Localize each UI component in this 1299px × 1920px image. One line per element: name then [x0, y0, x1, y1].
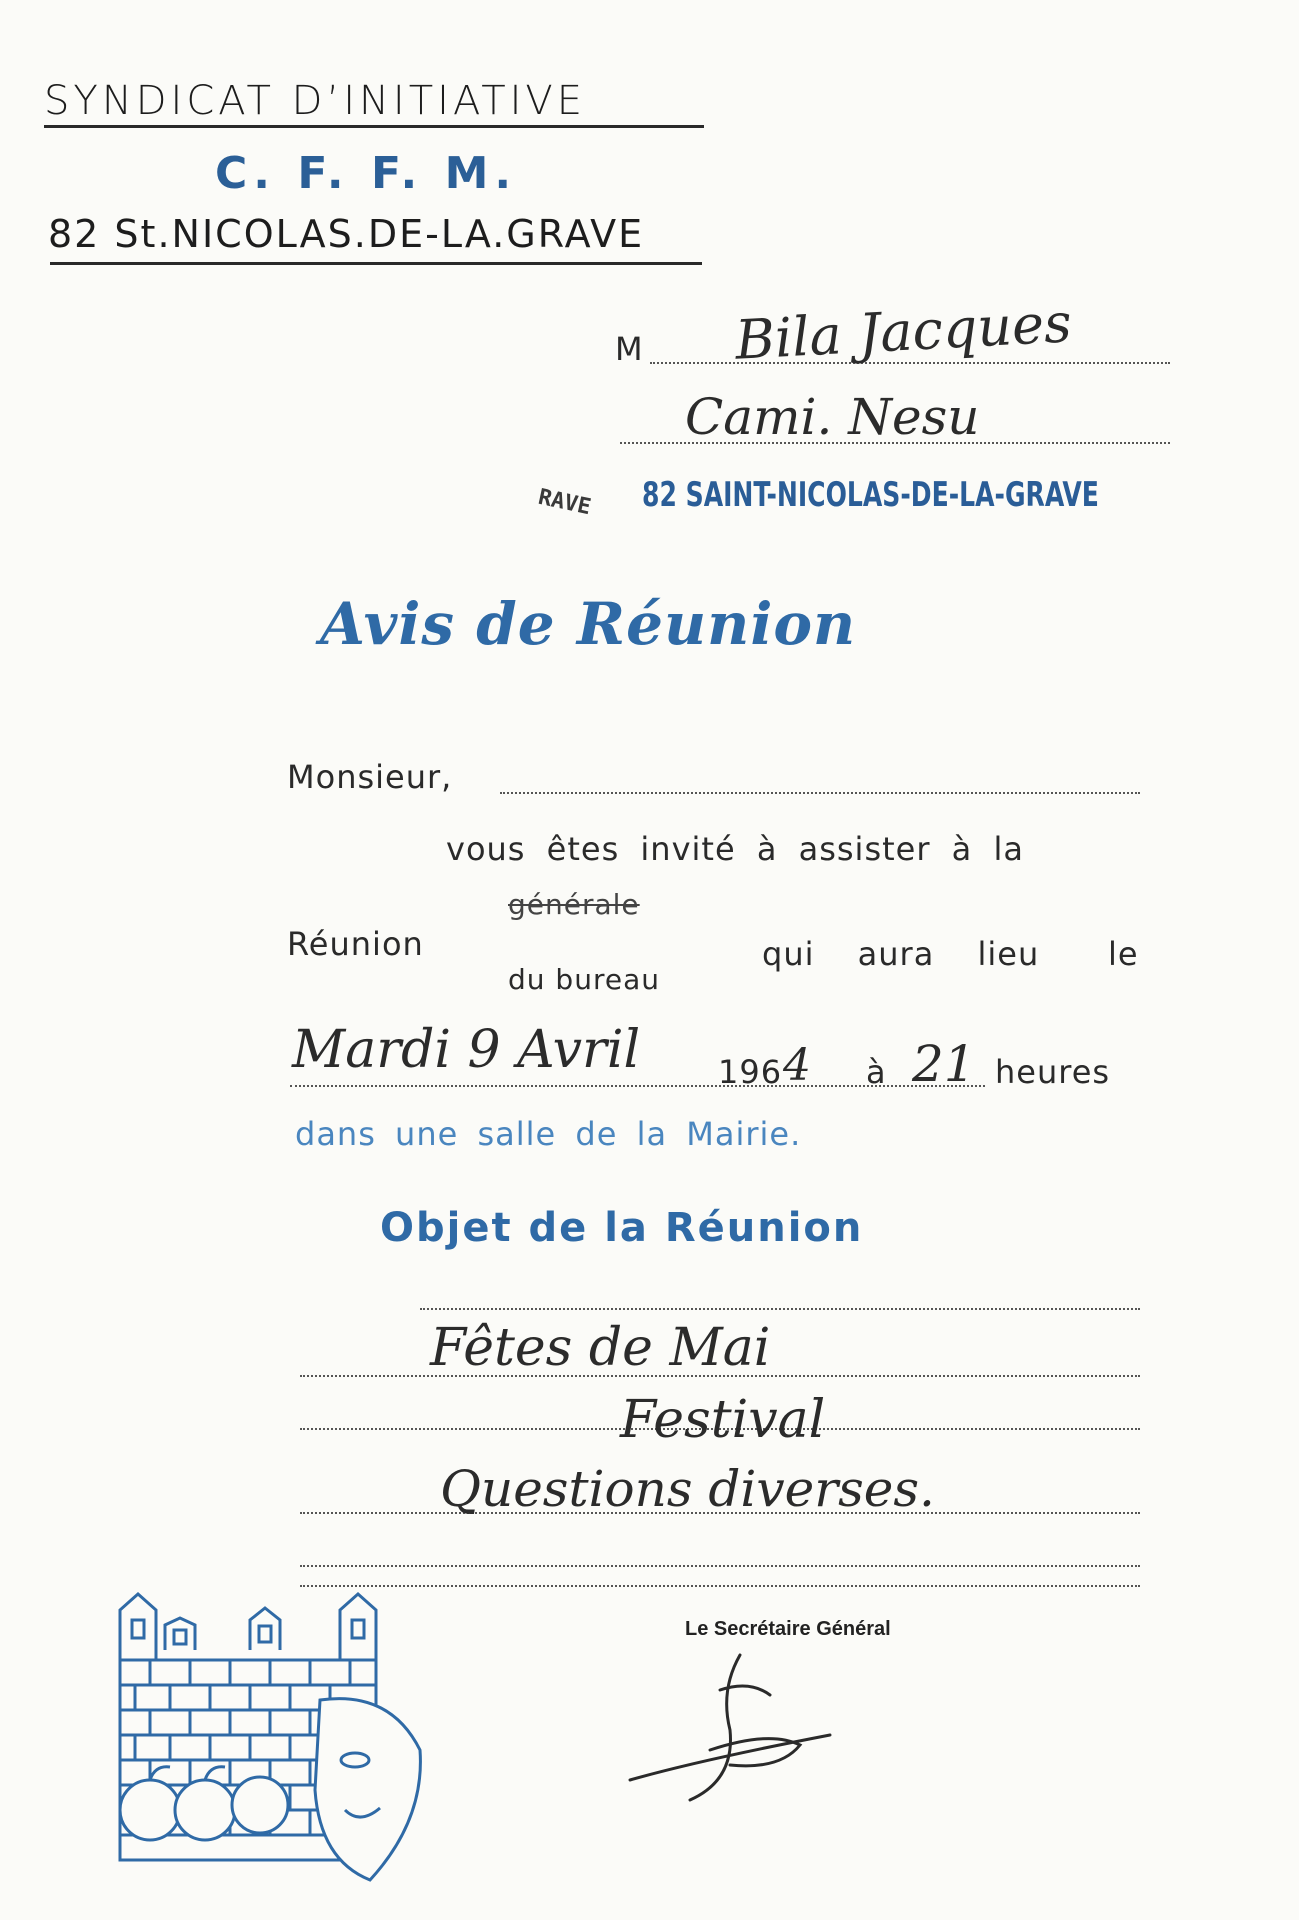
- recipient-town: 82 SAINT-NICOLAS-DE-LA-GRAVE: [642, 475, 1099, 515]
- year-handwritten: 4: [783, 1040, 811, 1091]
- le-text: le: [1108, 935, 1139, 973]
- option-bureau: du bureau: [508, 963, 660, 996]
- salutation-line: [500, 792, 1140, 794]
- location-text: dans une salle de la Mairie.: [295, 1115, 802, 1153]
- header-divider-bottom: [50, 262, 702, 265]
- agenda-item: Fêtes de Mai: [430, 1318, 771, 1378]
- year-printed: 196: [718, 1053, 783, 1091]
- header-divider-top: [44, 125, 704, 128]
- recipient-name: Bila Jacques: [733, 291, 1074, 372]
- recipient-street: Cami. Nesu: [685, 388, 980, 446]
- heures-label: heures: [995, 1053, 1111, 1091]
- agenda-item: Festival: [620, 1390, 826, 1450]
- signature: [620, 1650, 840, 1820]
- a-label: à: [866, 1053, 887, 1091]
- option-generale: générale: [508, 888, 640, 921]
- agenda-line: [300, 1565, 1140, 1567]
- theatre-mask-icon: [300, 1690, 430, 1890]
- page-title: Avis de Réunion: [320, 590, 857, 658]
- signature-label: Le Secrétaire Général: [685, 1618, 891, 1640]
- org-address: 82 St.NICOLAS.DE-LA.GRAVE: [48, 212, 645, 256]
- agenda-item: Questions diverses.: [440, 1460, 935, 1518]
- hour-handwritten: 21: [912, 1035, 976, 1093]
- aura-lieu-text: qui aura lieu: [762, 935, 1040, 973]
- objet-title: Objet de la Réunion: [380, 1205, 864, 1251]
- salutation: Monsieur,: [287, 758, 453, 796]
- reunion-label: Réunion: [287, 925, 424, 963]
- org-acronym: C. F. F. M.: [215, 148, 518, 199]
- postmark: RAVE: [535, 484, 594, 521]
- recipient-prefix: M: [615, 330, 644, 368]
- org-name: SYNDICAT D’INITIATIVE: [44, 78, 587, 124]
- agenda-line: [300, 1585, 1140, 1587]
- invitation-line: vous êtes invité à assister à la: [446, 830, 1024, 868]
- date-handwritten: Mardi 9 Avril: [292, 1020, 641, 1080]
- fruit-icon: [115, 1755, 295, 1845]
- agenda-line: [420, 1308, 1140, 1310]
